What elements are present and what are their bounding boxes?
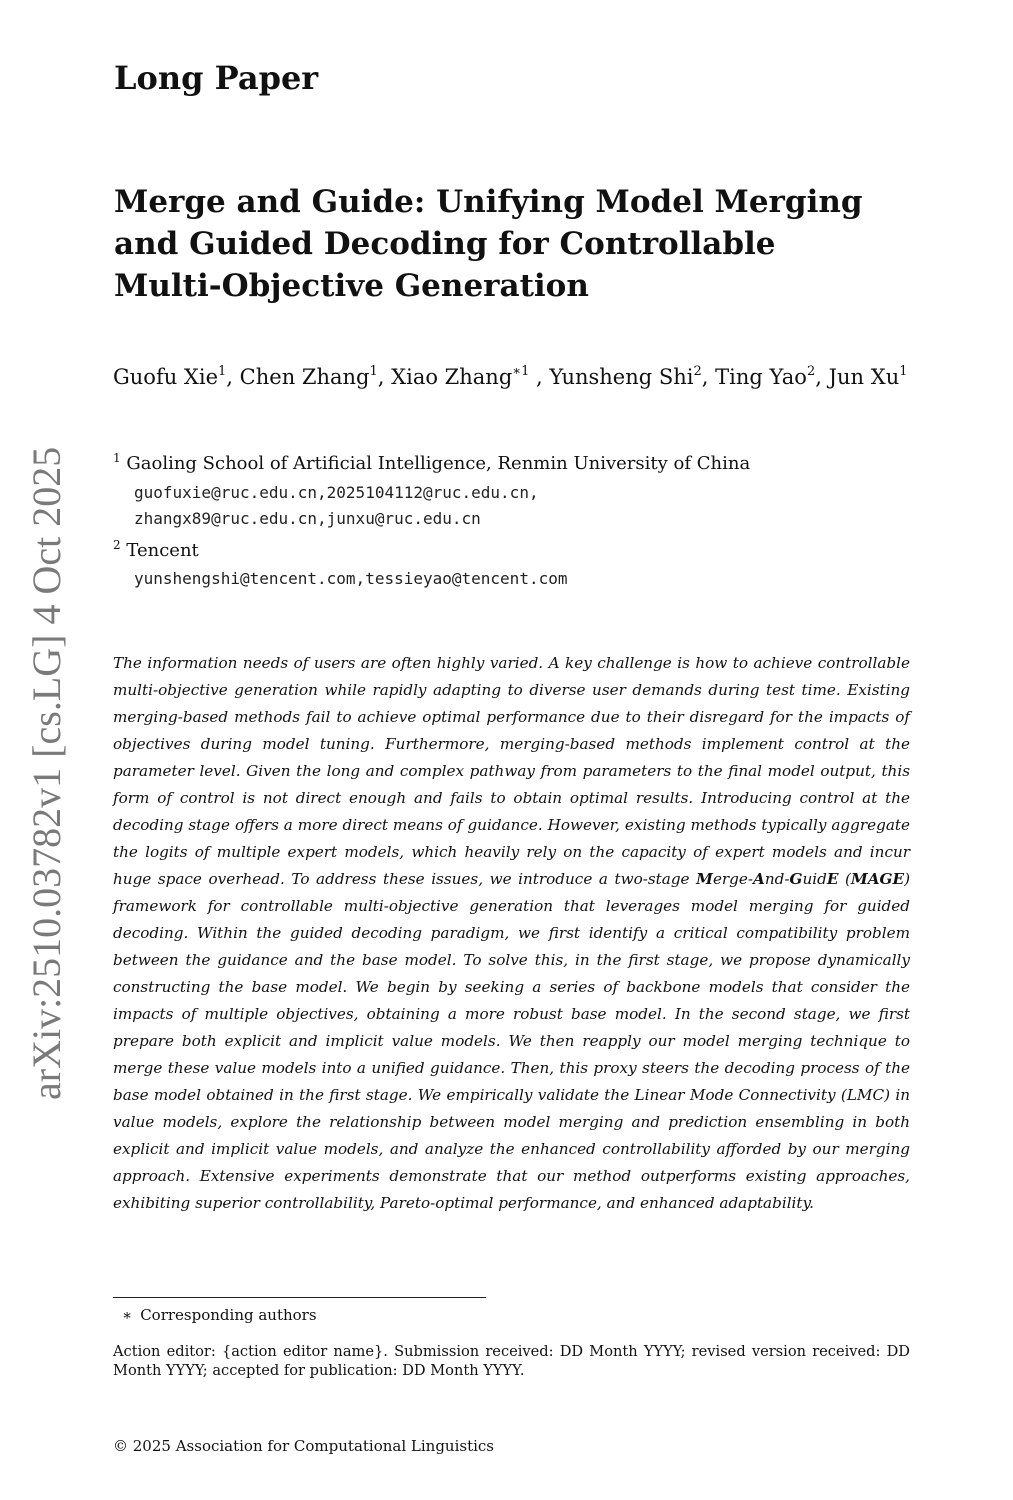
framework-name-letter: A	[753, 870, 765, 888]
author-separator: ,	[529, 365, 543, 389]
framework-name-part: nd-	[764, 870, 790, 888]
author-name: Chen Zhang	[239, 365, 370, 389]
author-separator: ,	[226, 365, 233, 389]
footnote-mark: ∗	[122, 1306, 133, 1324]
title-line: and Guided Decoding for Controllable	[114, 226, 776, 262]
framework-name-part: erge-	[712, 870, 754, 888]
affiliation-name: Gaoling School of Artificial Intelligence, Renmin University of China	[126, 453, 751, 474]
author-affil-mark: 2	[693, 364, 702, 379]
arxiv-side-stamp: arXiv:2510.03782v1 [cs.LG] 4 Oct 2025	[24, 446, 69, 1100]
author	[113, 365, 233, 389]
author-name: Ting Yao	[715, 365, 807, 389]
framework-name-letter: E	[826, 870, 839, 888]
author	[549, 365, 708, 389]
abstract	[113, 650, 910, 1217]
framework-name-letter: G	[789, 870, 803, 888]
footnote	[122, 1304, 317, 1326]
author-affil-mark: 2	[806, 364, 816, 379]
author-affil-mark: 1	[899, 364, 908, 379]
author-name: Guofu Xie	[113, 365, 219, 389]
author-name: Yunsheng Shi	[549, 365, 694, 389]
author-separator: ,	[701, 365, 709, 389]
author	[715, 365, 822, 389]
author-affil-mark: ∗1	[512, 364, 530, 379]
email-line[interactable]: guofuxie@ruc.edu.cn,2025104112@ruc.edu.cn,	[134, 483, 539, 502]
title-line: Multi-Objective Generation	[114, 268, 589, 304]
abstract-text: The information needs of users are often highly varied. A key challenge is how to achieve controllable multi-objective generation while rapidly adapting to diverse user demands during test time. Existing merging-based methods fail to achieve optimal performance due to their disregard for the impacts of objectives during model tuning. Furthermore, merging-based methods implement control at the parameter level. Given the long and complex pathway from parameters to the final model output, this form of control is not direct enough and fails to obtain optimal results. Introducing control at the decoding stage offers a more direct means of guidance. However, existing methods typically aggregate the logits of multiple expert models, which heavily rely on the capacity of expert models and incur huge space overhead. To address these issues, we introduce a two-stage	[113, 654, 910, 888]
abstract-text: (	[838, 870, 851, 888]
affiliation	[113, 452, 913, 476]
framework-acronym: MAGE	[850, 870, 905, 888]
affiliation-mark: 1	[113, 451, 121, 465]
author-affil-mark: 1	[369, 364, 378, 379]
affiliation-emails	[134, 566, 567, 592]
author-list	[113, 363, 913, 391]
affiliation-name: Tencent	[126, 540, 199, 561]
framework-name-part: uid	[802, 870, 827, 888]
editor-note: Action editor: {action editor name}. Submission received: DD Month YYYY; revised version received: DD Month YYYY; accepted for publication: DD Month YYYY.	[113, 1343, 910, 1379]
paper-type-label: Long Paper	[114, 59, 319, 97]
footnote-text: Corresponding authors	[140, 1306, 317, 1324]
copyright-notice: © 2025 Association for Computational Linguistics	[113, 1437, 495, 1455]
footnote-divider	[113, 1297, 486, 1298]
email-line[interactable]: yunshengshi@tencent.com,tessieyao@tencent.com	[134, 569, 568, 588]
author-affil-mark: 1	[218, 364, 227, 379]
author-name: Jun Xu	[828, 365, 900, 389]
author	[829, 365, 908, 389]
paper-title	[114, 181, 863, 307]
email-line[interactable]: zhangx89@ruc.edu.cn,junxu@ruc.edu.cn	[134, 509, 481, 528]
author-separator: ,	[815, 365, 822, 389]
author-separator: ,	[377, 365, 385, 389]
framework-name-letter: M	[696, 870, 713, 888]
affiliation-emails	[134, 480, 539, 532]
author	[391, 365, 543, 389]
author-name: Xiao Zhang	[391, 365, 513, 389]
author	[240, 365, 385, 389]
title-line: Merge and Guide: Unifying Model Merging	[114, 184, 863, 220]
affiliation	[113, 539, 913, 563]
abstract-text: ) framework for controllable multi-objective generation that leverages model merging for guided decoding. Within the guided decoding paradigm, we first identify a critical compatibility problem between the guidance and the base model. To solve this, in the first stage, we propose dynamically constructing the base model. We begin by seeking a series of backbone models that consider the impacts of multiple objectives, obtaining a more robust base model. In the second stage, we first prepare both explicit and implicit value models. We then reapply our model merging technique to merge these value models into a unified guidance. Then, this proxy steers the decoding process of the base model obtained in the first stage. We empirically validate the Linear Mode Connectivity (LMC) in value models, explore the relationship between model merging and prediction ensembling in both explicit and implicit value models, and analyze the enhanced controllability afforded by our merging approach. Extensive experiments demonstrate that our method outperforms existing approaches, exhibiting superior controllability, Pareto-optimal performance, and enhanced adaptability.	[113, 870, 910, 1212]
affiliation-mark: 2	[113, 538, 121, 552]
